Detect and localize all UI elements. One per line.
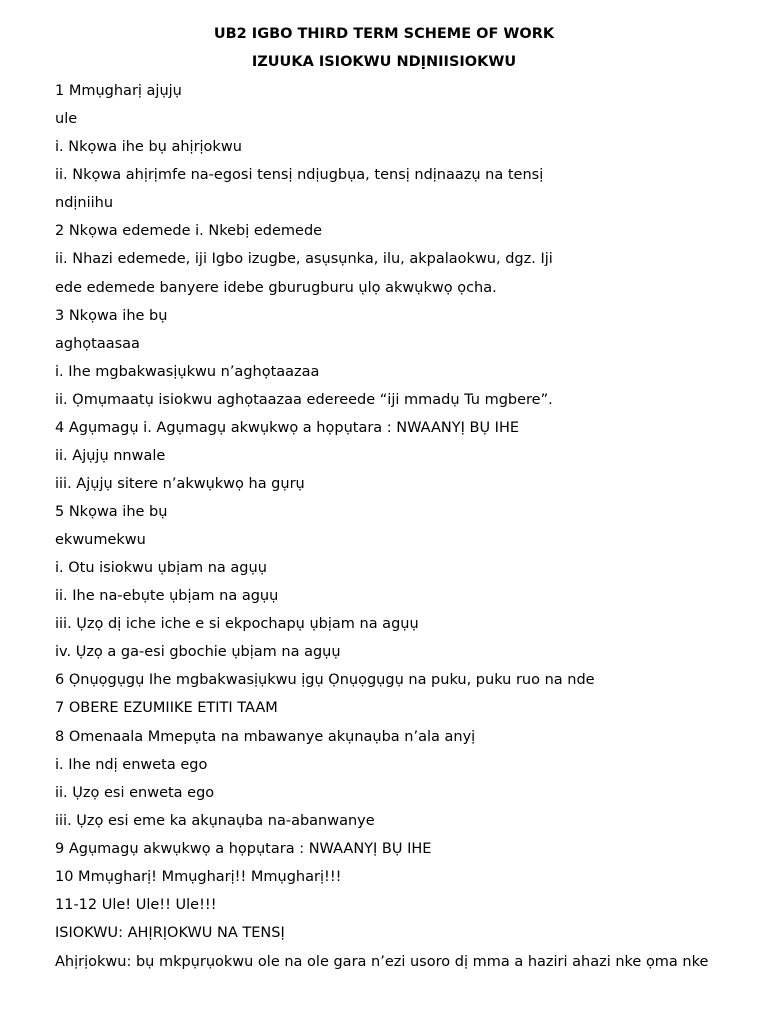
body-line: i. Otu isiokwu ụbịam na agụụ (55, 560, 267, 576)
document-title: UB2 IGBO THIRD TERM SCHEME OF WORK (213, 26, 555, 42)
body-line: ede edemede banyere idebe gburugburu ụlọ akwụkwọ ọcha. (55, 280, 497, 296)
body-line: aghọtaasaa (55, 336, 140, 352)
body-line: i. Nkọwa ihe bụ ahịrịokwu (55, 139, 242, 155)
body-line: iii. Ajụjụ sitere n’akwụkwọ ha gụrụ (55, 476, 305, 492)
body-line: 4 Agụmagụ i. Agụmagụ akwụkwọ a họpụtara : NWAANYỊ BỤ IHE (55, 420, 520, 436)
body-line: ii. Ajụjụ nnwale (55, 448, 166, 464)
body-line: ii. Ọmụmaatụ isiokwu aghọtaazaa edereede “iji mmadụ Tu mgbere”. (55, 392, 553, 408)
body-line: 8 Omenaala Mmepụta na mbawanye akụnaụba n’ala anyị (55, 729, 476, 745)
document-subtitle: IZUUKA ISIOKWU NDỊNIISIOKWU (251, 54, 517, 70)
body-line: ii. Nhazi edemede, iji Igbo izugbe, asụsụnka, ilu, akpalaokwu, dgz. Iji (55, 251, 553, 267)
body-line: 7 OBERE EZUMIIKE ETITI TAAM (55, 700, 278, 716)
body-line: 6 Ọnụọgụgụ Ihe mgbakwasịụkwu ịgụ Ọnụọgụgụ na puku, puku ruo na nde (55, 672, 595, 688)
body-line: iv. Ụzọ a ga-esi gbochie ụbịam na agụụ (55, 644, 341, 660)
body-line: iii. Ụzọ dị iche iche e si ekpochapụ ụbịam na agụụ (55, 616, 419, 632)
body-line: i. Ihe mgbakwasịụkwu n’aghọtaazaa (55, 364, 320, 380)
section-heading: ISIOKWU: AHỊRỊOKWU NA TENSỊ (55, 925, 285, 941)
body-line: ekwumekwu (55, 532, 146, 548)
body-line: ii. Ihe na-ebụte ụbịam na agụụ (55, 588, 279, 604)
body-line: 1 Mmụgharị ajụjụ (55, 83, 182, 99)
body-line: iii. Ụzọ esi eme ka akụnaụba na-abanwanye (55, 813, 375, 829)
body-line: 5 Nkọwa ihe bụ (55, 504, 168, 520)
definition-paragraph: Ahịrịokwu: bụ mkpụrụokwu ole na ole gara n’ezi usoro dị mma a haziri ahazi nke ọma nke (55, 954, 709, 970)
body-line: 10 Mmụgharị! Mmụgharị!! Mmụgharị!!! (55, 869, 342, 885)
body-line: 11-12 Ule! Ule!! Ule!!! (55, 897, 217, 913)
body-line: ndịniihu (55, 195, 114, 211)
body-line: i. Ihe ndị enweta ego (55, 757, 208, 773)
body-line: ii. Nkọwa ahịrịmfe na-egosi tensị ndịugbụa, tensị ndịnaazụ na tensị (55, 167, 544, 183)
body-line: 2 Nkọwa edemede i. Nkebị edemede (55, 223, 323, 239)
body-line: ule (55, 111, 78, 127)
body-line: 3 Nkọwa ihe bụ (55, 308, 168, 324)
body-line: ii. Ụzọ esi enweta ego (55, 785, 215, 801)
body-line: 9 Agụmagụ akwụkwọ a họpụtara : NWAANYỊ BỤ IHE (55, 841, 432, 857)
